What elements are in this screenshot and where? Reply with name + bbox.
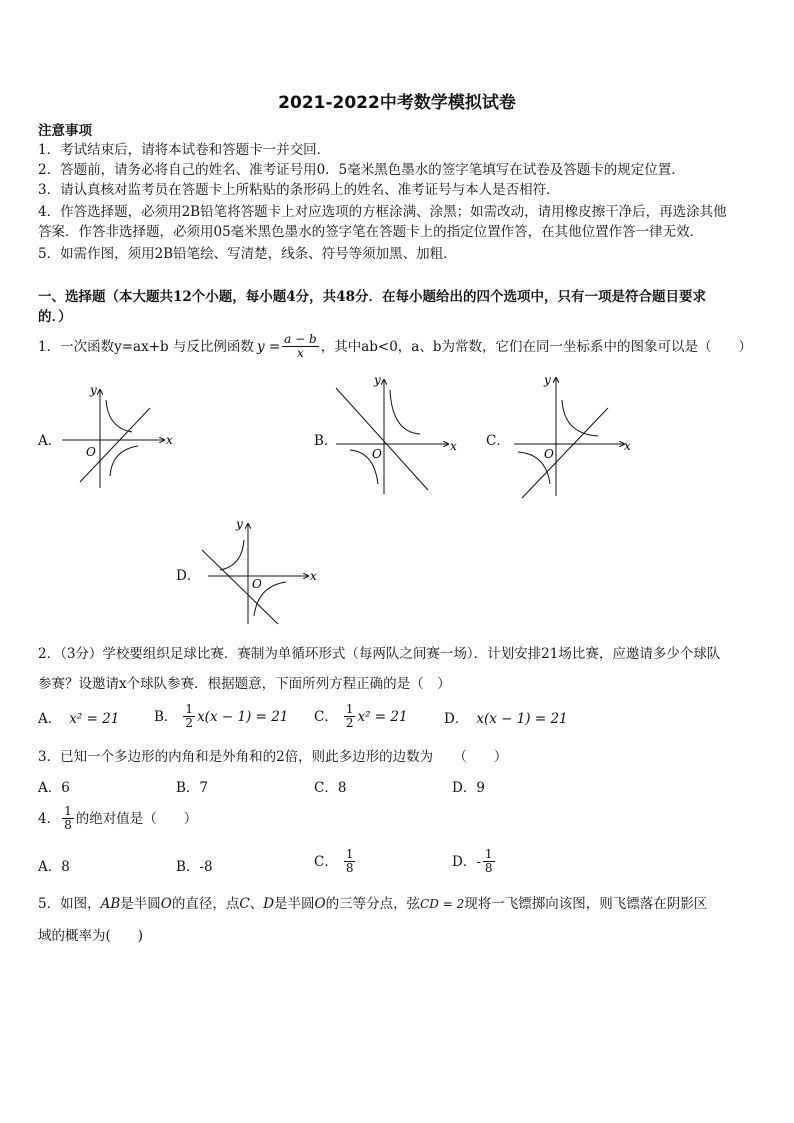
q5-part-4: 、 — [249, 896, 264, 912]
question-5-stem-cont: 域的概率为( ) — [38, 928, 144, 944]
hyperbola-branch-1 — [220, 540, 244, 570]
q1-frac-num: a − b — [284, 332, 317, 346]
q5-part-7: 现将一飞镖掷向该图，则飞镖落在阴影区 — [464, 896, 708, 912]
q3-option-c: C．8 — [314, 780, 347, 796]
origin-label: O — [252, 577, 262, 591]
q3-option-a: A．6 — [38, 780, 70, 796]
q5-part-1: 5．如图， — [38, 896, 101, 912]
q1-option-b-label: B． — [314, 433, 338, 449]
q5-o1: O — [160, 896, 172, 912]
q2-opt-c-frac-num: 1 — [345, 702, 354, 716]
q1-option-a-label: A． — [38, 433, 62, 449]
q2-opt-c-expr: x² = 21 — [357, 708, 408, 725]
q4-fraction — [62, 805, 74, 832]
q2-opt-a-label: A． — [38, 711, 62, 727]
q5-part-2: 是半圆 — [120, 896, 161, 912]
q2-opt-b-frac — [183, 703, 195, 730]
note-item-3: 3．请认真核对监考员在答题卡上所粘贴的条形码上的姓名、准考证号与本人是否相符． — [38, 182, 560, 198]
q4-frac-num: 1 — [64, 804, 72, 818]
origin-label: O — [86, 445, 96, 459]
q2-option-d — [444, 710, 568, 728]
q1-pre: 1．一次函数y=ax+b 与反比例函数 — [38, 338, 254, 355]
q5-part-6: 的三等分点，弦 — [325, 896, 421, 912]
section-header: 一、选择题（本大题共12个小题，每小题4分，共48分．在每小题给出的四个选项中，只有一项是符合题目要求 — [38, 289, 706, 305]
hyperbola-branch-1 — [106, 400, 132, 432]
section-header-cont: 的．） — [38, 309, 72, 325]
q2-opt-c-frac-den: 2 — [345, 716, 354, 730]
q2-opt-c-label: C． — [314, 708, 338, 725]
q1-frac-den: x — [297, 346, 304, 360]
q1-fraction — [282, 333, 319, 360]
q5-part-3: 的直径，点 — [171, 896, 240, 912]
q4-opt-d-den: 8 — [484, 861, 493, 875]
q3-option-b: B．7 — [176, 780, 209, 796]
note-item-4-cont: 答案．作答非选择题，必须用05毫米黑色墨水的签字笔在答题卡上的指定位置作答，在其他位置作答一律无效． — [38, 224, 704, 240]
q4-frac-den: 8 — [64, 818, 72, 832]
q4-opt-c-frac — [344, 848, 356, 875]
x-axis-label: x — [166, 433, 173, 447]
question-3-stem: 3．已知一个多边形的内角和是外角和的2倍，则此多边形的边数为 （ ） — [38, 749, 508, 765]
q2-option-a — [38, 710, 119, 728]
q5-d: D — [263, 896, 275, 912]
line-graph — [202, 550, 278, 624]
y-axis-label: y — [236, 517, 243, 531]
q1-graph-a — [58, 380, 188, 492]
q1-post: ，其中ab<0，a、b为常数，它们在同一坐标系中的图象可以是（ ） — [320, 338, 752, 355]
q2-opt-c-frac — [344, 703, 356, 730]
q5-cd: CD = 2 — [420, 897, 465, 911]
notes-heading: 注意事项 — [38, 123, 92, 139]
q2-opt-d-expr: x(x − 1) = 21 — [476, 711, 568, 727]
hyperbola-branch-1 — [562, 400, 598, 436]
q4-opt-c-num: 1 — [345, 847, 354, 861]
q1-option-d-label: D． — [176, 568, 201, 584]
q2-opt-a-expr: x² = 21 — [69, 711, 120, 727]
q5-o2: O — [314, 896, 326, 912]
note-item-2: 2．答题前，请务必将自己的姓名、准考证号用0．5毫米黑色墨水的签字笔填写在试卷及答题卡的规定位置． — [38, 162, 685, 178]
q4-option-d — [452, 848, 497, 875]
q4-option-b: B．-8 — [176, 859, 213, 875]
line-graph — [336, 388, 428, 490]
question-1-stem — [38, 333, 752, 360]
q1-option-c-label: C． — [486, 433, 510, 449]
q4-opt-d-num: 1 — [484, 847, 493, 861]
page-title: 2021-2022中考数学模拟试卷 — [278, 93, 516, 113]
q1-graph-d — [196, 516, 326, 628]
hyperbola-branch-2 — [110, 446, 138, 476]
q4-option-c — [314, 848, 357, 875]
x-axis-label: x — [450, 439, 457, 453]
y-axis-label: y — [544, 373, 551, 387]
x-axis-label: x — [624, 439, 631, 453]
q4-opt-d-label: D．- — [452, 853, 481, 870]
q2-opt-b-frac-den: 2 — [185, 716, 194, 730]
note-item-5: 5．如需作图，须用2B铅笔绘、写清楚，线条、符号等须加黑、加粗． — [38, 246, 457, 262]
note-item-1: 1．考试结束后，请将本试卷和答题卡一并交回． — [38, 142, 331, 158]
q2-option-c — [314, 703, 408, 730]
q4-opt-c-den: 8 — [345, 861, 354, 875]
q5-ab: AB — [100, 896, 121, 912]
q4-option-a: A．8 — [38, 859, 70, 875]
q1-graph-c — [512, 372, 642, 502]
x-axis-label: x — [310, 569, 317, 583]
line-graph — [522, 408, 608, 498]
note-item-4: 4．作答选择题，必须用2B铅笔将答题卡上对应选项的方框涂满、涂黑；如需改动，请用橡皮擦干净后，再选涂其他 — [38, 204, 727, 220]
q5-part-5: 是半圆 — [274, 896, 315, 912]
y-axis-label: y — [90, 383, 97, 397]
question-5-stem — [38, 895, 707, 913]
q1-graph-b — [330, 372, 465, 497]
q2-opt-d-label: D． — [444, 711, 469, 727]
q2-opt-b-expr: x(x − 1) = 21 — [197, 708, 289, 725]
question-2-stem-cont: 参赛？设邀请x个球队参赛．根据题意，下面所列方程正确的是（ ） — [38, 676, 451, 692]
q2-opt-b-label: B． — [154, 708, 178, 725]
question-2-stem: 2．（3分）学校要组织足球比赛．赛制为单循环形式（每两队之间赛一场）．计划安排21场比赛，应邀请多少个球队 — [38, 646, 721, 662]
q1-func-lhs: y = — [256, 338, 281, 355]
q4-number: 4． — [38, 810, 61, 827]
q2-opt-b-frac-num: 1 — [185, 702, 194, 716]
q2-option-b — [154, 703, 288, 730]
q3-option-d: D．9 — [452, 780, 485, 796]
q5-c: C — [239, 896, 250, 912]
origin-label: O — [544, 447, 554, 461]
question-4-stem — [38, 805, 197, 832]
origin-label: O — [372, 447, 382, 461]
q4-stem-post: 的绝对值是（ ） — [75, 810, 198, 827]
y-axis-label: y — [374, 373, 381, 387]
q4-opt-c-label: C． — [314, 853, 338, 870]
q4-opt-d-frac — [483, 848, 495, 875]
hyperbola-branch-1 — [390, 390, 420, 434]
